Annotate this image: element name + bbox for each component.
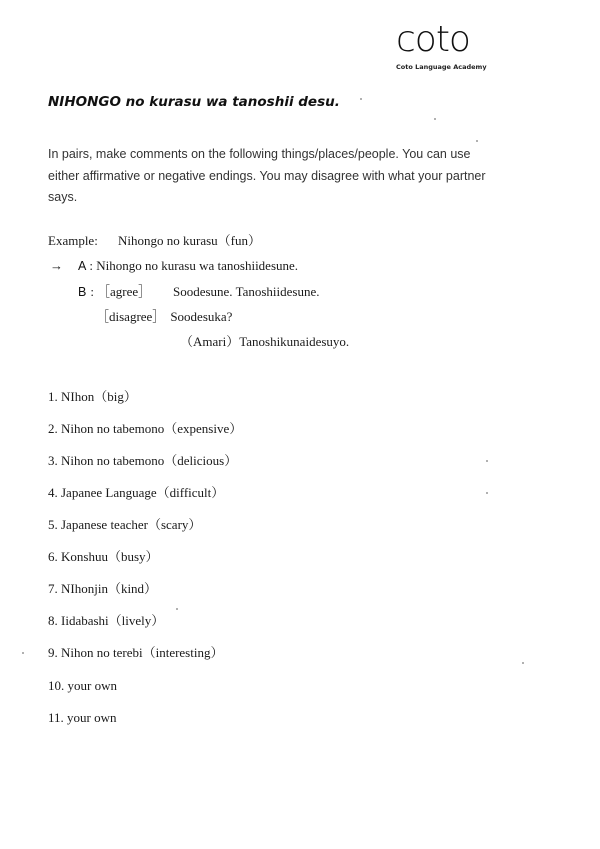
- answer-b-row: [78, 283, 320, 301]
- instruction-line: says.: [48, 190, 78, 204]
- disagree-text: Soodesuka?: [170, 309, 233, 324]
- logo: [396, 20, 487, 72]
- example-label: Example:: [48, 233, 98, 248]
- list-item: 7. NIhonjin（kind）: [48, 581, 158, 596]
- disagree-text-2: （Amari）Tanoshikunaidesuyo.: [180, 334, 350, 349]
- speck: [22, 652, 24, 654]
- speaker-b-colon: :: [90, 284, 94, 299]
- disagree-row: [96, 308, 232, 326]
- list-item: 5. Japanese teacher（scary）: [48, 517, 202, 532]
- arrow-icon: →: [50, 258, 63, 273]
- disagree-tag: ［disagree］: [96, 309, 166, 324]
- speck: [522, 662, 524, 664]
- speck: [434, 118, 436, 120]
- list-item: 10. your own: [48, 678, 117, 693]
- speck: [486, 492, 488, 494]
- logo-subtitle: Coto Language Academy: [396, 63, 487, 71]
- list-item: 2. Nihon no tabemono（expensive）: [48, 421, 243, 436]
- answer-a-row: [50, 257, 298, 275]
- instruction-line: either affirmative or negative endings. You may disagree with what your partner: [48, 169, 486, 183]
- instruction-line: In pairs, make comments on the following things/places/people. You can use: [48, 147, 471, 161]
- logo-wordmark: coto: [396, 19, 470, 60]
- speck: [476, 140, 478, 142]
- list-item: 8. Iidabashi（lively）: [48, 613, 165, 628]
- example-prompt: Nihongo no kurasu（fun）: [118, 233, 261, 248]
- agree-text: Soodesune. Tanoshiidesune.: [172, 284, 320, 299]
- list-item: 11. your own: [48, 710, 117, 725]
- list-item: 6. Konshuu（busy）: [48, 549, 159, 564]
- list-item: 1. NIhon（big）: [48, 389, 137, 404]
- speaker-b-label: B: [78, 285, 87, 299]
- agree-tag: ［agree］: [96, 284, 152, 299]
- worksheet-title: NIHONGO no kurasu wa tanoshii desu.: [48, 94, 340, 110]
- list-item: 9. Nihon no terebi（interesting）: [48, 645, 224, 660]
- list-item: 4. Japanee Language（difficult）: [48, 485, 225, 500]
- disagree-row-2: [180, 333, 349, 351]
- list-item: 3. Nihon no tabemono（delicious）: [48, 453, 238, 468]
- speck: [176, 608, 178, 610]
- speaker-a-label: A: [78, 259, 87, 273]
- speck: [360, 98, 362, 100]
- speaker-a-text: : Nihongo no kurasu wa tanoshiidesune.: [89, 258, 299, 273]
- speck: [486, 460, 488, 462]
- example-row: [48, 232, 261, 250]
